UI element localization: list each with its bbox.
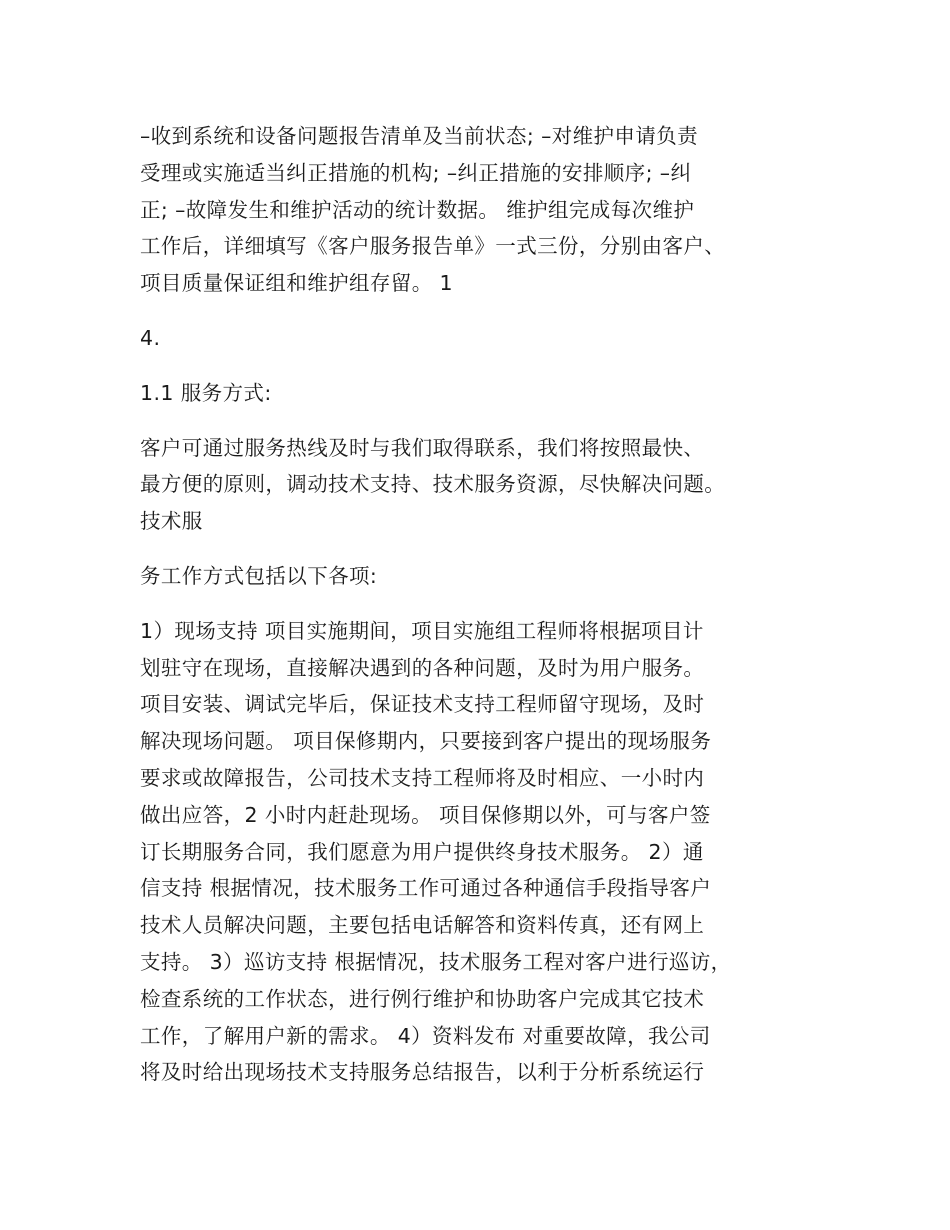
paragraph-service-items-intro: [140, 558, 820, 595]
text-line: 最方便的原则，调动技术支持、技术服务资源，尽快解决问题。: [140, 472, 726, 497]
text-line: 支持。 3）巡访支持 根据情况，技术服务工程对客户进行巡访，: [140, 949, 732, 974]
text-line: 将及时给出现场技术支持服务总结报告，以利于分析系统运行: [140, 1060, 705, 1085]
text-line: 项目安装、调试完毕后，保证技术支持工程师留守现场，及时: [140, 692, 705, 717]
text-line: 订长期服务合同，我们愿意为用户提供终身技术服务。 2）通: [140, 839, 704, 864]
text-line: 检查系统的工作状态，进行例行维护和协助客户完成其它技术: [140, 986, 705, 1011]
text-line: 务工作方式包括以下各项:: [140, 563, 378, 588]
text-line: 技术人员解决问题，主要包括电话解答和资料传真，还有网上: [140, 913, 705, 938]
text-line: 信支持 根据情况，技术服务工作可通过各种通信手段指导客户: [140, 876, 712, 901]
paragraph-maintenance-records: [140, 118, 820, 302]
paragraph-service-hotline: [140, 430, 820, 540]
text-line: 客户可通过服务热线及时与我们取得联系，我们将按照最快、: [140, 435, 705, 460]
section-heading-service-mode: [140, 375, 820, 412]
paragraph-support-types: [140, 613, 820, 1091]
text-line: 划驻守在现场，直接解决遇到的各种问题，及时为用户服务。: [140, 655, 705, 680]
text-line: 技术服: [140, 509, 203, 534]
text-line: 工作，了解用户新的需求。 4）资料发布 对重要故障，我公司: [140, 1023, 711, 1048]
text-line: 1）现场支持 项目实施期间，项目实施组工程师将根据项目计: [140, 618, 704, 643]
text-line: 做出应答，2 小时内赶赴现场。 项目保修期以外，可与客户签: [140, 802, 711, 827]
text-line: 1.1 服务方式:: [140, 380, 272, 405]
text-line: 要求或故障报告，公司技术支持工程师将及时相应、一小时内: [140, 765, 705, 790]
text-line: 解决现场问题。 项目保修期内，只要接到客户提出的现场服务: [140, 729, 712, 754]
text-line: 工作后，详细填写《客户服务报告单》一式三份，分别由客户、: [140, 234, 726, 259]
section-number: [140, 320, 820, 357]
text-line: 项目质量保证组和维护组存留。 1: [140, 271, 453, 296]
text-line: 正; –故障发生和维护活动的统计数据。 维护组完成每次维护: [140, 197, 695, 222]
text-line: 受理或实施适当纠正措施的机构; –纠正措施的安排顺序; –纠: [140, 160, 692, 185]
text-line: 4.: [140, 325, 161, 350]
text-line: –收到系统和设备问题报告清单及当前状态; –对维护申请负责: [140, 124, 699, 148]
document-body: [140, 118, 820, 1109]
